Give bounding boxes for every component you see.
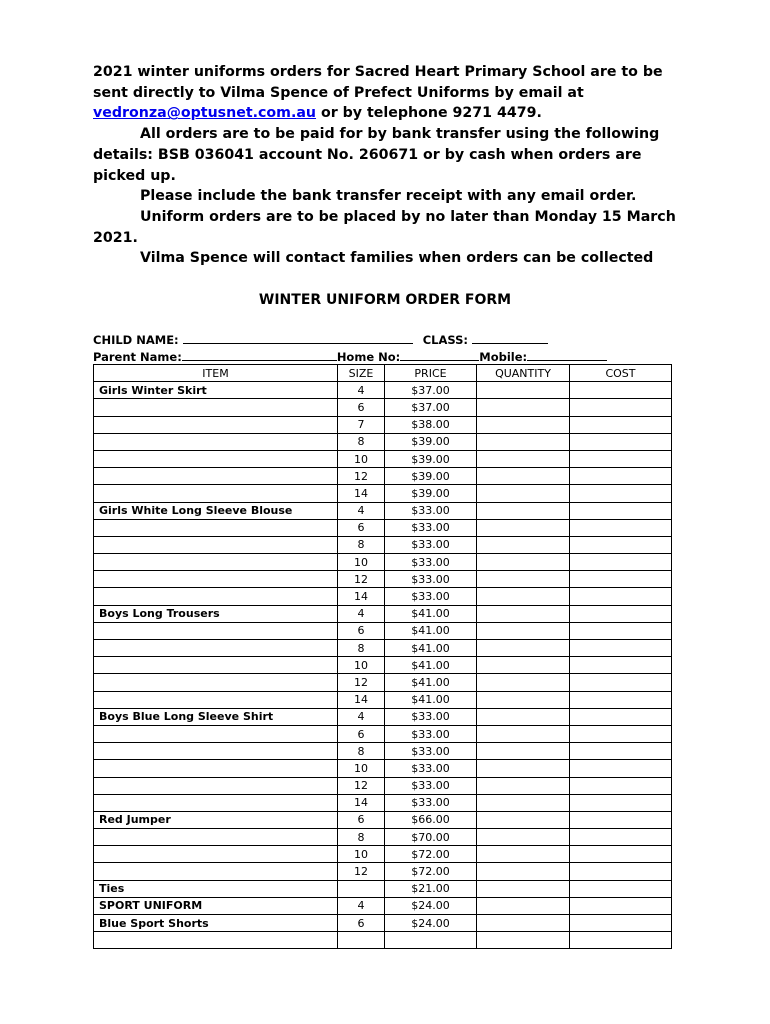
table-row (94, 416, 672, 433)
item-cell (94, 588, 338, 605)
size-cell: 8 (338, 433, 385, 450)
table-row (94, 811, 672, 828)
price-cell: $41.00 (385, 622, 477, 639)
intro-paragraph-payment: All orders are to be paid for by bank transfer using the following details: BSB 036041 account No. 260671 or by cash when orders are picked up. (93, 126, 660, 184)
size-cell (338, 932, 385, 949)
item-cell (94, 640, 338, 657)
item-cell: Girls White Long Sleeve Blouse (94, 502, 338, 519)
quantity-cell[interactable] (477, 622, 570, 639)
table-row (94, 433, 672, 450)
quantity-cell[interactable] (477, 932, 570, 949)
cost-cell[interactable] (570, 743, 672, 760)
item-cell (94, 777, 338, 794)
item-cell (94, 622, 338, 639)
size-cell: 7 (338, 416, 385, 433)
table-row (94, 657, 672, 674)
cost-cell[interactable] (570, 571, 672, 588)
header-size: SIZE (338, 365, 385, 382)
size-cell: 8 (338, 536, 385, 553)
table-row (94, 880, 672, 897)
price-cell: $33.00 (385, 760, 477, 777)
item-cell (94, 468, 338, 485)
size-cell (338, 880, 385, 897)
item-cell: Boys Long Trousers (94, 605, 338, 622)
price-cell (385, 932, 477, 949)
cost-cell[interactable] (570, 691, 672, 708)
table-row (94, 760, 672, 777)
price-cell: $24.00 (385, 897, 477, 914)
size-cell: 10 (338, 760, 385, 777)
table-row (94, 519, 672, 536)
item-cell (94, 674, 338, 691)
table-row (94, 605, 672, 622)
size-cell: 12 (338, 571, 385, 588)
item-cell (94, 932, 338, 949)
item-cell (94, 399, 338, 416)
cost-cell[interactable] (570, 777, 672, 794)
cost-cell[interactable] (570, 382, 672, 399)
quantity-cell[interactable] (477, 829, 570, 846)
quantity-cell[interactable] (477, 502, 570, 519)
quantity-cell[interactable] (477, 657, 570, 674)
header-cost: COST (570, 365, 672, 382)
size-cell: 12 (338, 468, 385, 485)
price-cell: $66.00 (385, 811, 477, 828)
intro-paragraph-order-contact (93, 62, 693, 124)
quantity-cell[interactable] (477, 433, 570, 450)
price-cell: $72.00 (385, 863, 477, 880)
cost-cell[interactable] (570, 846, 672, 863)
item-cell (94, 829, 338, 846)
item-cell (94, 794, 338, 811)
table-row (94, 915, 672, 932)
quantity-cell[interactable] (477, 863, 570, 880)
cost-cell[interactable] (570, 433, 672, 450)
quantity-cell[interactable] (477, 897, 570, 914)
quantity-cell[interactable] (477, 571, 570, 588)
size-cell: 10 (338, 846, 385, 863)
size-cell: 10 (338, 450, 385, 467)
quantity-cell[interactable] (477, 760, 570, 777)
quantity-cell[interactable] (477, 605, 570, 622)
table-row (94, 450, 672, 467)
mobile-field[interactable] (527, 349, 607, 361)
size-cell: 8 (338, 829, 385, 846)
price-cell: $70.00 (385, 829, 477, 846)
cost-cell[interactable] (570, 811, 672, 828)
price-cell: $33.00 (385, 502, 477, 519)
email-link[interactable]: vedronza@optusnet.com.au (93, 105, 317, 122)
intro-paragraph-receipt: Please include the bank transfer receipt with any email order. (140, 188, 637, 205)
size-cell: 4 (338, 605, 385, 622)
intro-text (93, 62, 693, 269)
home-no-field[interactable] (400, 349, 479, 361)
size-cell: 8 (338, 743, 385, 760)
table-row (94, 571, 672, 588)
quantity-cell[interactable] (477, 554, 570, 571)
quantity-cell[interactable] (477, 450, 570, 467)
quantity-cell[interactable] (477, 536, 570, 553)
size-cell: 12 (338, 863, 385, 880)
item-cell (94, 450, 338, 467)
intro-paragraph-deadline: Uniform orders are to be placed by no later than Monday 15 March 2021. (93, 208, 676, 246)
quantity-cell[interactable] (477, 640, 570, 657)
cost-cell[interactable] (570, 915, 672, 932)
size-cell: 6 (338, 725, 385, 742)
table-row (94, 485, 672, 502)
order-table-body (94, 382, 672, 949)
item-cell (94, 519, 338, 536)
item-cell (94, 743, 338, 760)
price-cell: $39.00 (385, 450, 477, 467)
cost-cell[interactable] (570, 416, 672, 433)
size-cell: 12 (338, 777, 385, 794)
child-name-label: CHILD NAME: (93, 333, 179, 347)
size-cell: 8 (338, 640, 385, 657)
table-row (94, 536, 672, 553)
parent-name-field[interactable] (182, 349, 337, 361)
cost-cell[interactable] (570, 674, 672, 691)
table-row (94, 743, 672, 760)
item-cell (94, 536, 338, 553)
price-cell: $41.00 (385, 640, 477, 657)
cost-cell[interactable] (570, 829, 672, 846)
size-cell: 14 (338, 691, 385, 708)
table-row (94, 932, 672, 949)
price-cell: $33.00 (385, 571, 477, 588)
cost-cell[interactable] (570, 399, 672, 416)
size-cell: 6 (338, 399, 385, 416)
price-cell: $33.00 (385, 554, 477, 571)
quantity-cell[interactable] (477, 777, 570, 794)
item-cell (94, 760, 338, 777)
home-no-label: Home No: (336, 350, 401, 364)
intro-text-after-email: or by telephone 9271 4479. (316, 105, 542, 122)
item-cell (94, 433, 338, 450)
price-cell: $33.00 (385, 536, 477, 553)
quantity-cell[interactable] (477, 880, 570, 897)
class-label: CLASS: (422, 333, 469, 347)
price-cell: $33.00 (385, 794, 477, 811)
price-cell: $39.00 (385, 468, 477, 485)
item-cell (94, 571, 338, 588)
item-cell (94, 485, 338, 502)
intro-text-before-email: 2021 winter uniforms orders for Sacred Heart Primary School are to be sent directly to Vilma Spence of Prefect Uniforms by email at (93, 64, 663, 101)
table-row (94, 708, 672, 725)
table-row (94, 691, 672, 708)
intro-paragraph-collection: Vilma Spence will contact families when orders can be collected (140, 250, 654, 267)
size-cell: 6 (338, 622, 385, 639)
cost-cell[interactable] (570, 760, 672, 777)
item-cell (94, 725, 338, 742)
size-cell: 14 (338, 485, 385, 502)
quantity-cell[interactable] (477, 725, 570, 742)
item-cell: Ties (94, 880, 338, 897)
quantity-cell[interactable] (477, 416, 570, 433)
quantity-cell[interactable] (477, 382, 570, 399)
header-quantity: QUANTITY (477, 365, 570, 382)
header-price: PRICE (385, 365, 477, 382)
cost-cell[interactable] (570, 519, 672, 536)
quantity-cell[interactable] (477, 794, 570, 811)
price-cell: $39.00 (385, 433, 477, 450)
price-cell: $24.00 (385, 915, 477, 932)
price-cell: $33.00 (385, 777, 477, 794)
quantity-cell[interactable] (477, 468, 570, 485)
order-table (93, 364, 672, 949)
table-row (94, 588, 672, 605)
item-cell: SPORT UNIFORM (94, 897, 338, 914)
quantity-cell[interactable] (477, 708, 570, 725)
table-row (94, 502, 672, 519)
cost-cell[interactable] (570, 863, 672, 880)
item-cell (94, 691, 338, 708)
size-cell: 14 (338, 794, 385, 811)
item-cell: Blue Sport Shorts (94, 915, 338, 932)
size-cell: 12 (338, 674, 385, 691)
price-cell: $33.00 (385, 588, 477, 605)
price-cell: $41.00 (385, 657, 477, 674)
quantity-cell[interactable] (477, 846, 570, 863)
quantity-cell[interactable] (477, 743, 570, 760)
cost-cell[interactable] (570, 622, 672, 639)
mobile-label: Mobile: (479, 350, 528, 364)
quantity-cell[interactable] (477, 519, 570, 536)
price-cell: $33.00 (385, 519, 477, 536)
table-row (94, 846, 672, 863)
price-cell: $72.00 (385, 846, 477, 863)
price-cell: $41.00 (385, 674, 477, 691)
table-row (94, 382, 672, 399)
price-cell: $37.00 (385, 399, 477, 416)
item-cell: Girls Winter Skirt (94, 382, 338, 399)
cost-cell[interactable] (570, 502, 672, 519)
child-name-field[interactable] (183, 332, 413, 344)
quantity-cell[interactable] (477, 399, 570, 416)
table-row (94, 725, 672, 742)
header-item: ITEM (94, 365, 338, 382)
table-row (94, 897, 672, 914)
table-row (94, 829, 672, 846)
cost-cell[interactable] (570, 657, 672, 674)
quantity-cell[interactable] (477, 674, 570, 691)
price-cell: $41.00 (385, 605, 477, 622)
table-row (94, 622, 672, 639)
cost-cell[interactable] (570, 485, 672, 502)
quantity-cell[interactable] (477, 915, 570, 932)
size-cell: 14 (338, 588, 385, 605)
table-row (94, 863, 672, 880)
item-cell (94, 416, 338, 433)
price-cell: $41.00 (385, 691, 477, 708)
size-cell: 4 (338, 502, 385, 519)
child-fields-row (93, 332, 548, 347)
table-row (94, 468, 672, 485)
cost-cell[interactable] (570, 725, 672, 742)
item-cell (94, 846, 338, 863)
table-header-row (94, 365, 672, 382)
parent-name-label: Parent Name: (93, 350, 182, 364)
cost-cell[interactable] (570, 605, 672, 622)
item-cell: Boys Blue Long Sleeve Shirt (94, 708, 338, 725)
cost-cell[interactable] (570, 468, 672, 485)
form-title: WINTER UNIFORM ORDER FORM (258, 292, 512, 308)
size-cell: 4 (338, 708, 385, 725)
table-row (94, 399, 672, 416)
table-row (94, 640, 672, 657)
cost-cell[interactable] (570, 794, 672, 811)
cost-cell[interactable] (570, 554, 672, 571)
item-cell (94, 863, 338, 880)
size-cell: 4 (338, 897, 385, 914)
table-row (94, 777, 672, 794)
class-field[interactable] (472, 332, 548, 344)
price-cell: $38.00 (385, 416, 477, 433)
size-cell: 4 (338, 382, 385, 399)
size-cell: 10 (338, 554, 385, 571)
price-cell: $33.00 (385, 708, 477, 725)
cost-cell[interactable] (570, 708, 672, 725)
price-cell: $33.00 (385, 725, 477, 742)
size-cell: 6 (338, 811, 385, 828)
price-cell: $21.00 (385, 880, 477, 897)
price-cell: $37.00 (385, 382, 477, 399)
size-cell: 6 (338, 915, 385, 932)
item-cell (94, 554, 338, 571)
quantity-cell[interactable] (477, 811, 570, 828)
item-cell (94, 657, 338, 674)
cost-cell[interactable] (570, 880, 672, 897)
cost-cell[interactable] (570, 450, 672, 467)
size-cell: 10 (338, 657, 385, 674)
table-row (94, 554, 672, 571)
quantity-cell[interactable] (477, 691, 570, 708)
price-cell: $33.00 (385, 743, 477, 760)
parent-fields-row (93, 349, 607, 364)
cost-cell[interactable] (570, 588, 672, 605)
cost-cell[interactable] (570, 897, 672, 914)
cost-cell[interactable] (570, 640, 672, 657)
quantity-cell[interactable] (477, 485, 570, 502)
item-cell: Red Jumper (94, 811, 338, 828)
cost-cell[interactable] (570, 536, 672, 553)
price-cell: $39.00 (385, 485, 477, 502)
size-cell: 6 (338, 519, 385, 536)
quantity-cell[interactable] (477, 588, 570, 605)
table-row (94, 674, 672, 691)
table-row (94, 794, 672, 811)
cost-cell[interactable] (570, 932, 672, 949)
